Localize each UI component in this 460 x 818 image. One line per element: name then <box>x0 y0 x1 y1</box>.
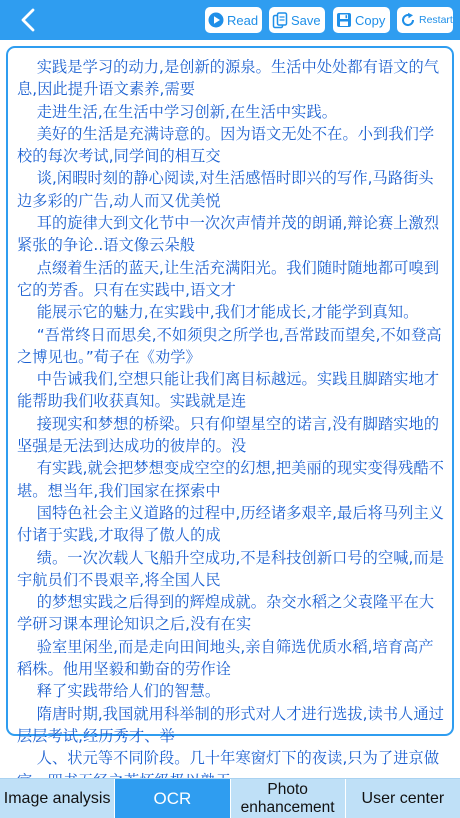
tab-label: Image analysis <box>3 789 111 807</box>
tab-label-line2: enhancement <box>240 798 335 816</box>
restart-label: Restart <box>419 14 453 26</box>
floppy-disk-icon <box>336 11 352 29</box>
chevron-left-icon <box>20 8 36 32</box>
tab-user-center[interactable] <box>346 779 460 818</box>
save-label: Save <box>291 12 321 28</box>
ocr-text-area[interactable] <box>6 46 454 768</box>
tab-label-line1: Photo <box>267 780 308 798</box>
tab-label: OCR <box>153 788 192 808</box>
read-label: Read <box>227 12 259 28</box>
ocr-text-content[interactable]: 实践是学习的动力,是创新的源泉。生活中处处都有语文的气息,因此提升语文素养,需要 走进生活,在生活中学习创新,在生活中实践。 美好的生活是充满诗意的。因为语文无处不在。小到我们学校的每次考试,同学间的相互交 谈,闲暇时刻的静心阅读,对生活感悟时即兴的写作,马路街头边多彩的广告,动人而又优美悦 耳的旋律大到文化节中一次次声情并茂的朗诵,辩论赛上激烈紧张的争论..语文像云朵般 点缀着生活的蓝天,让生活充满阳光。我们随时随地都可嗅到它的芳香。只有在实践中,语文才 能展示它的魅力,在实践中,我们才能成长,才能学到真知。 “吾常终日而思矣,不如须臾之所学也,吾常跂而望矣,不如登高之博见也。”荀子在《劝学》 中告诫我们,空想只能让我们离目标越远。实践且脚踏实地才能帮助我们收获真知。实践就是连 接现实和梦想的桥梁。只有仰望星空的诺言,没有脚踏实地的坚强是无法到达成功的彼岸的。没 有实践,就会把梦想变成空空的幻想,把美丽的现实变得残酷不堪。想当年,我们国家在探索中 国特色社会主义道路的过程中,历经诸多艰辛,最后将马列主义付诸于实践,才取得了傲人的成 绩。一次次载人飞船升空成功,不是科技创新口号的空喊,而是宇航员们不畏艰辛,将全国人民 的梦想实践之后得到的辉煌成就。杂交水稻之父袁隆平在大学研习课本理论知识之后,没有在实 验室里闲坐,而是走向田间地头,亲自筛选优质水稻,培育高产稻株。他用坚毅和勤奋的劳作诠 释了实践带给人们的智慧。 隋唐时期,我国就用科举制的形式对人才进行选拔,读书人通过层层考试,经历秀才、举 人、状元等不同阶段。几十年寒窗灯下的夜读,只为了进京做 <box>17 58 445 768</box>
tab-label: User center <box>361 789 445 807</box>
bottom-tab-bar <box>0 778 460 818</box>
back-button[interactable] <box>14 6 42 34</box>
read-button[interactable] <box>205 7 262 33</box>
tab-image-analysis[interactable] <box>0 779 115 818</box>
top-toolbar <box>0 0 460 40</box>
copy-button[interactable] <box>333 7 390 33</box>
document-save-icon <box>272 11 288 29</box>
play-icon <box>208 11 224 29</box>
refresh-icon <box>400 11 416 29</box>
restart-button[interactable] <box>397 7 453 33</box>
tab-ocr[interactable] <box>115 779 230 818</box>
save-button[interactable] <box>269 7 325 33</box>
copy-label: Copy <box>355 12 386 28</box>
tab-photo-enhancement[interactable] <box>231 779 346 818</box>
